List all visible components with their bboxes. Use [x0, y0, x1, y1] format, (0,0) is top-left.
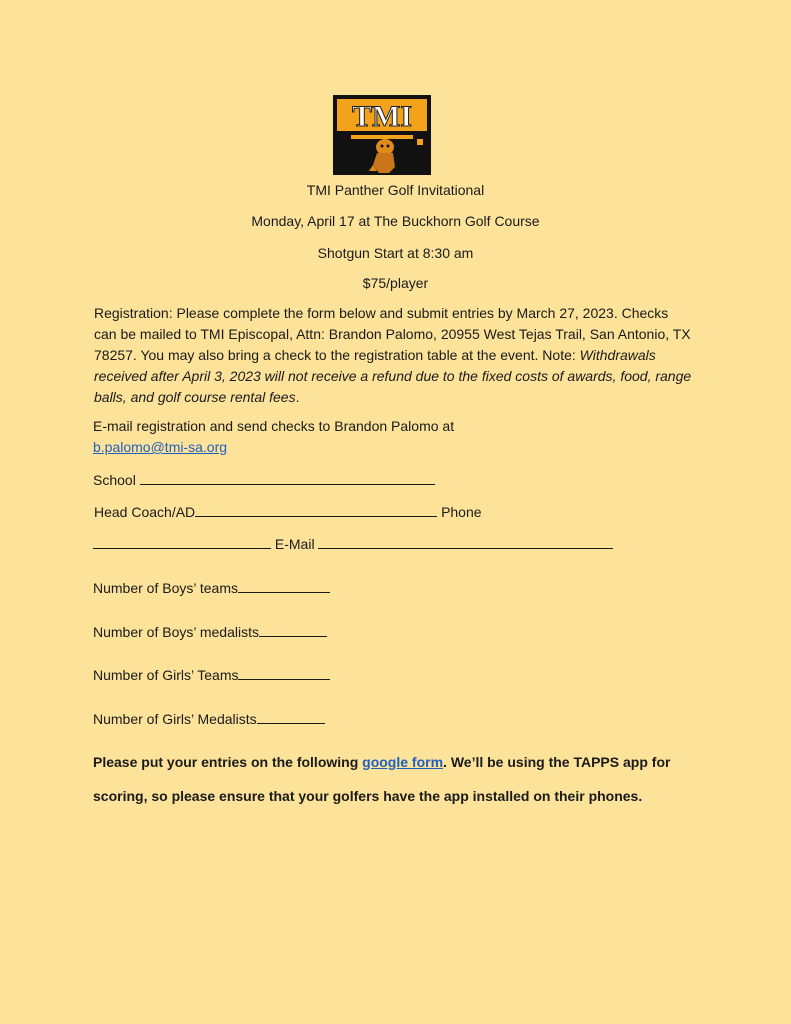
boys-teams-blank[interactable]: [238, 579, 330, 593]
email-blank[interactable]: [318, 535, 613, 549]
panther-logo-icon: [333, 95, 431, 175]
girls-medalists-field: [93, 710, 325, 728]
phone-blank[interactable]: [93, 535, 271, 549]
logo-text: TMI: [352, 100, 412, 133]
girls-teams-blank[interactable]: [238, 666, 330, 680]
email-label: E-Mail: [274, 536, 315, 552]
boys-medalists-field: [93, 623, 327, 641]
phone-label: Phone: [441, 504, 482, 520]
girls-medalists-label: Number of Girls’ Medalists: [93, 711, 257, 727]
closing-line-2: scoring, so please ensure that your golfers have the app installed on their phones.: [93, 788, 643, 804]
tmi-logo: [333, 95, 431, 175]
boys-medalists-label: Number of Boys’ medalists: [93, 624, 259, 640]
google-form-link[interactable]: google form: [362, 754, 444, 770]
event-title: TMI Panther Golf Invitational: [306, 182, 485, 198]
school-blank[interactable]: [140, 471, 435, 485]
registration-period: .: [295, 389, 300, 405]
closing-line-1-before: Please put your entries on the following: [93, 754, 363, 770]
registration-paragraph: [94, 303, 694, 408]
boys-teams-field: [93, 579, 330, 597]
boys-medalists-blank[interactable]: [259, 623, 327, 637]
boys-teams-label: Number of Boys’ teams: [93, 580, 238, 596]
withdrawal-note: Withdrawals received after April 3, 2023 will not receive a refund due to the fixed costs of awards, food, range balls, and golf course rental fees: [94, 347, 692, 405]
coach-label: Head Coach/AD: [94, 504, 196, 520]
girls-medalists-blank[interactable]: [257, 710, 325, 724]
school-label: School: [93, 472, 136, 488]
coach-blank[interactable]: [195, 503, 437, 517]
email-instruction: E-mail registration and send checks to Brandon Palomo at: [93, 418, 455, 434]
phone-email-field: [93, 535, 613, 553]
school-field: [93, 471, 435, 489]
closing-line-1: [93, 753, 670, 771]
girls-teams-field: [93, 666, 330, 684]
email-link[interactable]: b.palomo@tmi-sa.org: [93, 439, 228, 455]
start-time: Shotgun Start at 8:30 am: [317, 245, 474, 261]
event-date: Monday, April 17 at The Buckhorn Golf Course: [251, 213, 540, 229]
email-paragraph: [93, 416, 693, 458]
girls-teams-label: Number of Girls’ Teams: [93, 667, 239, 683]
registration-text: Registration: Please complete the form below and submit entries by March 27, 2023. Checks can be mailed to TMI Episcopal, Attn: Brandon Palomo, 20955 West Tejas Trail, San Antonio, TX 78257. You may also bring a check to the registration table at the event. Note:: [94, 305, 691, 363]
closing-line-1-after: . We’ll be using the TAPPS app for: [443, 754, 671, 770]
price: $75/player: [362, 275, 429, 291]
coach-phone-field: [94, 503, 482, 521]
